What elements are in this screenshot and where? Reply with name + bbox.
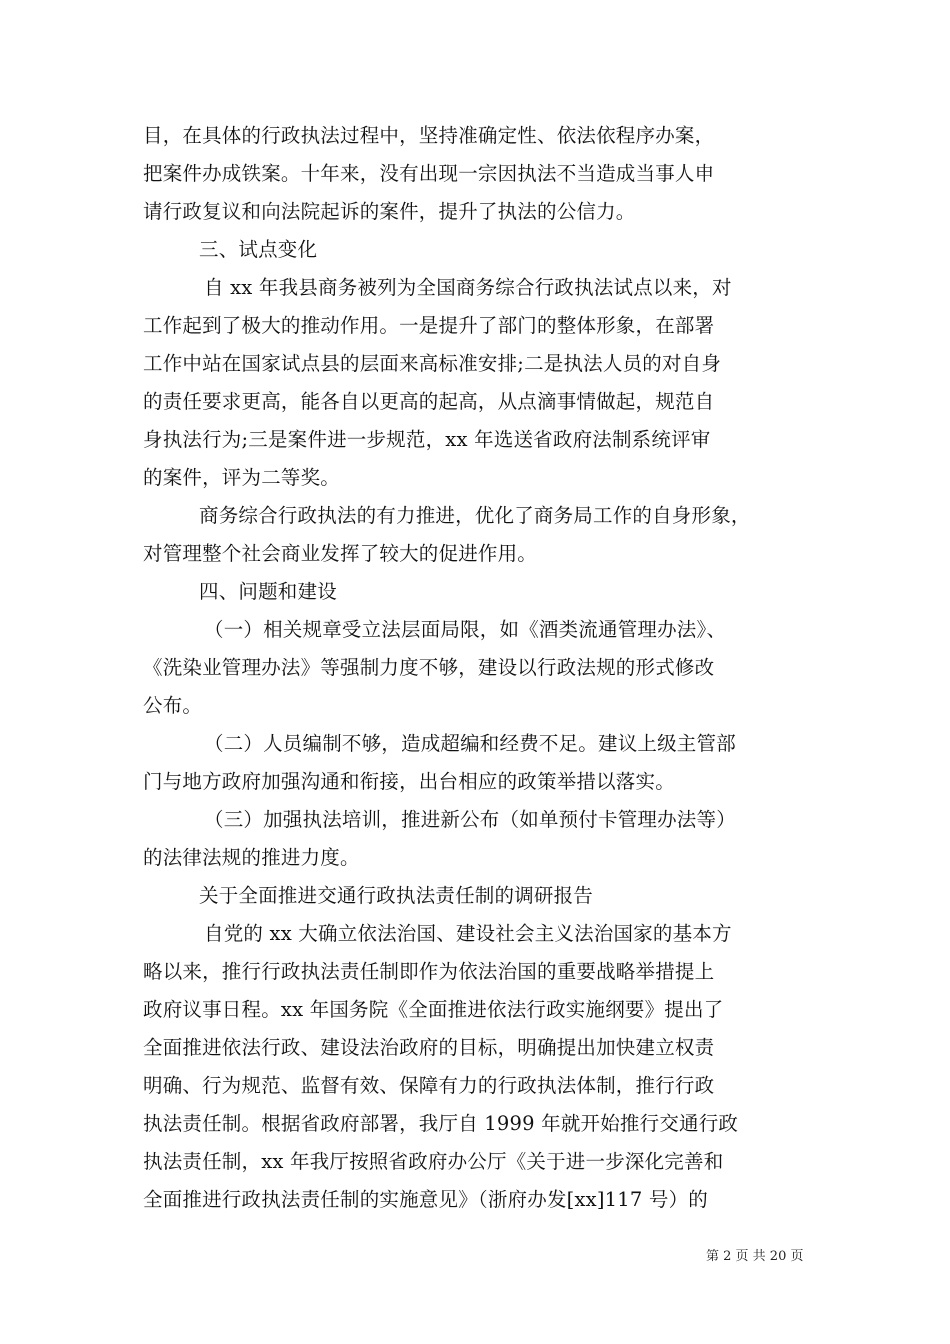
text-line: 《洗染业管理办法》等强制力度不够，建设以行政法规的形式修改: [143, 656, 715, 679]
text-line: 的责任要求更高，能各自以更高的起高，从点滴事情做起，规范自: [143, 390, 715, 413]
text-line: 全面推进行政执法责任制的实施意见》（浙府办发[xx]117 号）的: [143, 1188, 708, 1211]
text-line: 商务综合行政执法的有力推进，优化了商务局工作的自身形象，: [199, 504, 751, 527]
text-line: 自 xx 年我县商务被列为全国商务综合行政执法试点以来，对: [204, 276, 732, 299]
text-line: 请行政复议和向法院起诉的案件，提升了执法的公信力。: [143, 200, 636, 223]
text-line: （一）相关规章受立法层面局限，如《酒类流通管理办法》、: [204, 618, 727, 641]
text-line: （三）加强执法培训，推进新公布（如单预付卡管理办法等）: [204, 808, 736, 831]
text-line: 政府议事日程。xx 年国务院《全面推进依法行政实施纲要》提出了: [143, 998, 724, 1021]
page-number: 第 2 页 共 20 页: [706, 1249, 804, 1264]
text-line: 执法责任制，xx 年我厅按照省政府办公厅《关于进一步深化完善和: [143, 1150, 724, 1173]
text-line: 目，在具体的行政执法过程中，坚持准确定性、依法依程序办案，: [143, 124, 715, 147]
report-title: 关于全面推进交通行政执法责任制的调研报告: [199, 884, 594, 907]
section-heading: 四、问题和建设: [199, 580, 337, 603]
text-line: 全面推进依法行政、建设法治政府的目标，明确提出加快建立权责: [143, 1036, 715, 1059]
text-line: 自党的 xx 大确立依法治国、建设社会主义法治国家的基本方: [204, 922, 732, 945]
section-heading: 三、试点变化: [199, 238, 318, 261]
text-line: 的法律法规的推进力度。: [143, 846, 360, 869]
text-line: 公布。: [143, 694, 203, 717]
text-line: 的案件，评为二等奖。: [143, 466, 341, 489]
text-line: 门与地方政府加强沟通和衔接，出台相应的政策举措以落实。: [143, 770, 675, 793]
text-line: 身执法行为;三是案件进一步规范，xx 年选送省政府法制系统评审: [143, 428, 711, 451]
text-line: 把案件办成铁案。十年来，没有出现一宗因执法不当造成当事人申: [143, 162, 715, 185]
text-line: 明确、行为规范、监督有效、保障有力的行政执法体制，推行行政: [143, 1074, 715, 1097]
text-line: 工作起到了极大的推动作用。一是提升了部门的整体形象，在部署: [143, 314, 715, 337]
text-line: 工作中站在国家试点县的层面来高标准安排;二是执法人员的对自身: [143, 352, 722, 375]
text-line: 对管理整个社会商业发挥了较大的促进作用。: [143, 542, 538, 565]
text-line: 执法责任制。根据省政府部署，我厅自 1999 年就开始推行交通行政: [143, 1112, 739, 1135]
text-line: 略以来，推行行政执法责任制即作为依法治国的重要战略举措提上: [143, 960, 715, 983]
text-line: （二）人员编制不够，造成超编和经费不足。建议上级主管部: [204, 732, 736, 755]
